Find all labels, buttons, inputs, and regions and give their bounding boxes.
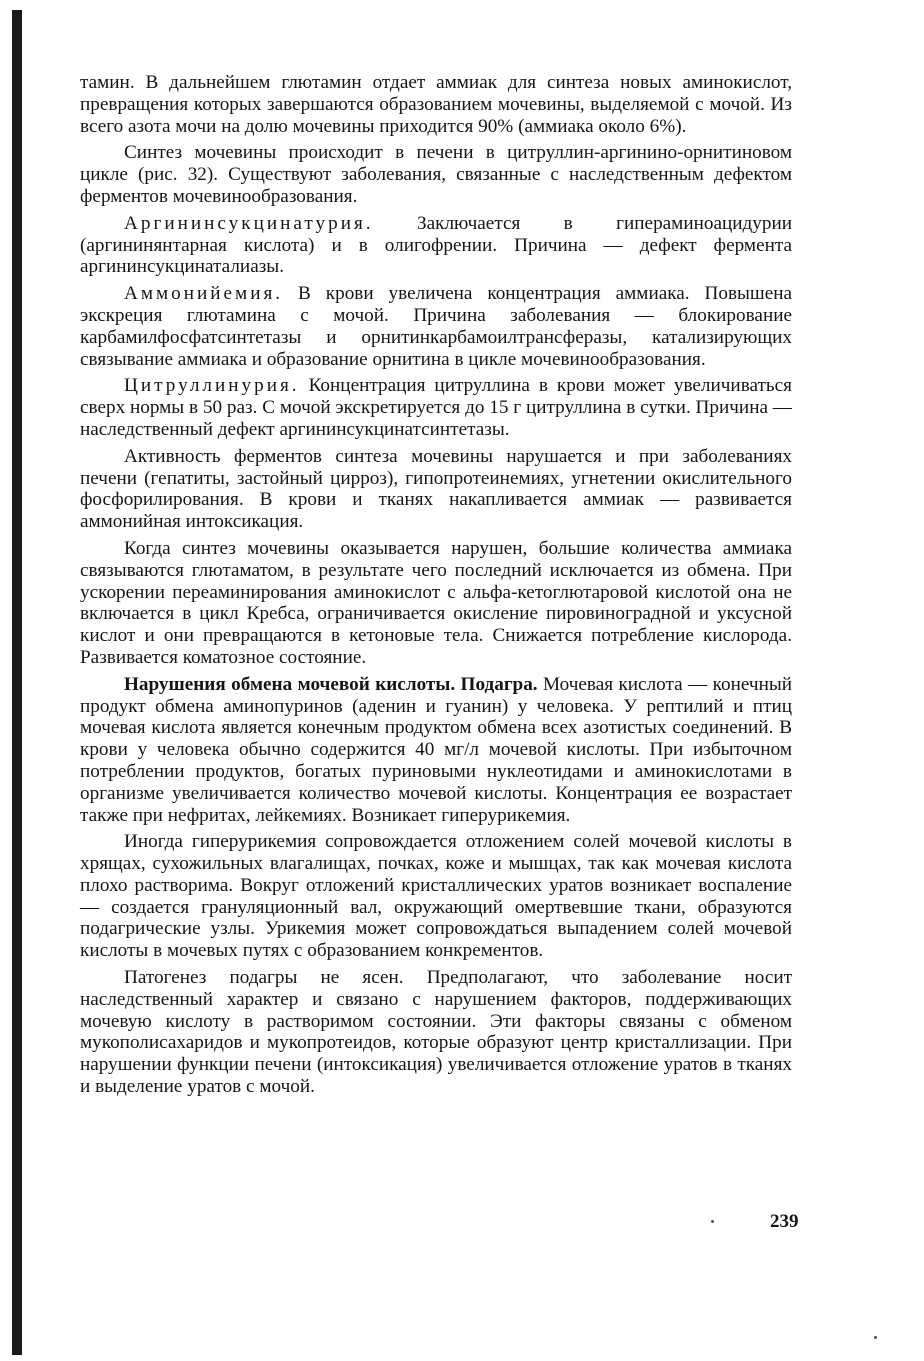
page-body (80, 72, 792, 1103)
paragraph-ammoniemia (80, 283, 792, 370)
paragraph-gout-section (80, 674, 792, 827)
term-label: Аммонийемия. (124, 283, 284, 305)
paragraph-text: Заключается в гипераминоацидурии (аргининянтарная кислота) и в олигофрении. Причина — дефект фермента аргининсукцинаталиазы. (80, 212, 792, 278)
paragraph-text: Мочевая кислота — конечный продукт обмена аминопуринов (аденин и гуанин) у человека. У рептилий и птиц мочевая кислота является конечным продуктом обмена всех азотистых соединений. В крови у человека обычно содержится 40 мг/л мочевой кислоты. При избыточном потреблении продуктов, богатых пуриновыми нуклеотидами и аминокислотами в организме увеличивается количество мочевой кислоты. Концентрация ее возрастает также при нефритах, лейкемиях. Возникает гиперурикемия. (80, 673, 792, 826)
paragraph-text: Патогенез подагры не ясен. Предполагают, что заболевание носит наследственный характер и связано с нарушением факторов, поддерживающих мочевую кислоту в растворимом состоянии. Эти факторы связаны с обменом мукополисахаридов и мукопротеидов, которые образуют центр кристаллизации. При нарушении функции печени (интоксикация) увеличивается отложение уратов в тканях и выделение уратов с мочой. (80, 967, 792, 1098)
paragraph-text: Синтез мочевины происходит в печени в цитруллин-аргинино-орнитиновом цикле (рис. 32). Существуют заболевания, связанные с наследственным дефектом ферментов мочевинообразования. (80, 142, 792, 207)
paragraph-1 (80, 72, 792, 137)
paragraph-2 (80, 142, 792, 207)
section-heading: Нарушения обмена мочевой кислоты. Подагра. (124, 673, 538, 695)
paragraph-10 (80, 967, 792, 1098)
term-label: Аргининсукцинатурия. (124, 212, 374, 234)
binding-dark-line (12, 10, 22, 1355)
paragraph-text: тамин. В дальнейшем глютамин отдает аммиак для синтеза новых аминокислот, превращения которых завершаются образованием мочевины, выделяемой с мочой. Из всего азота мочи на долю мочевины приходится 90% (аммиака около 6%). (80, 72, 792, 137)
paragraph-text: Активность ферментов синтеза мочевины нарушается и при заболеваниях печени (гепатиты, застойный цирроз), гипопротеинемиях, угнетении окислительного фосфорилирования. В крови и тканях накапливается аммиак — развивается аммонийная интоксикация. (80, 445, 792, 533)
page-number: 239 (770, 1211, 799, 1232)
paragraph-text: Концентрация цитруллина в крови может увеличиваться сверх нормы в 50 раз. С мочой экскретируется до 15 г цитруллина в сутки. Причина — наследственный дефект аргининсукцинатсинтетазы. (80, 375, 792, 440)
paragraph-text: Когда синтез мочевины оказывается нарушен, большие количества аммиака связываются глютаматом, в результате чего последний исключается из обмена. При ускорении переаминирования аминокислот с альфа-кетоглютаровой кислотой она не включается в цикл Кребса, ограничивается окисление пировиноградной и уксусной кислот и они превращаются в кетоновые тела. Снижается потребление кислорода. Развивается коматозное состояние. (80, 537, 792, 668)
paragraph-argininsuccinaturia (80, 213, 792, 278)
paragraph-7 (80, 538, 792, 669)
paragraph-6 (80, 446, 792, 533)
scan-speck (874, 1336, 877, 1339)
term-label: Цитруллинурия. (124, 375, 300, 397)
paragraph-9 (80, 831, 792, 962)
paragraph-text: В крови увеличена концентрация аммиака. Повышена экскреция глютамина с мочой. Причина заболевания — блокирование карбамилфосфатсинтетазы и орнитинкарбамоилтрансферазы, катализирующих связывание аммиака и образование орнитина в цикле мочевинообразования. (80, 283, 792, 370)
scan-speck (711, 1220, 714, 1223)
paragraph-text: Иногда гиперурикемия сопровождается отложением солей мочевой кислоты в хрящах, сухожильных влагалищах, почках, коже и мышцах, так как мочевая кислота плохо растворима. Вокруг отложений кристаллических уратов возникает воспаление — создается грануляционный вал, окружающий омертвевшие ткани, образуются подагрические узлы. Урикемия может сопровождаться выпадением солей мочевой кислоты в мочевых путях с образованием конкрементов. (80, 831, 792, 962)
paragraph-citrullinuria (80, 375, 792, 440)
